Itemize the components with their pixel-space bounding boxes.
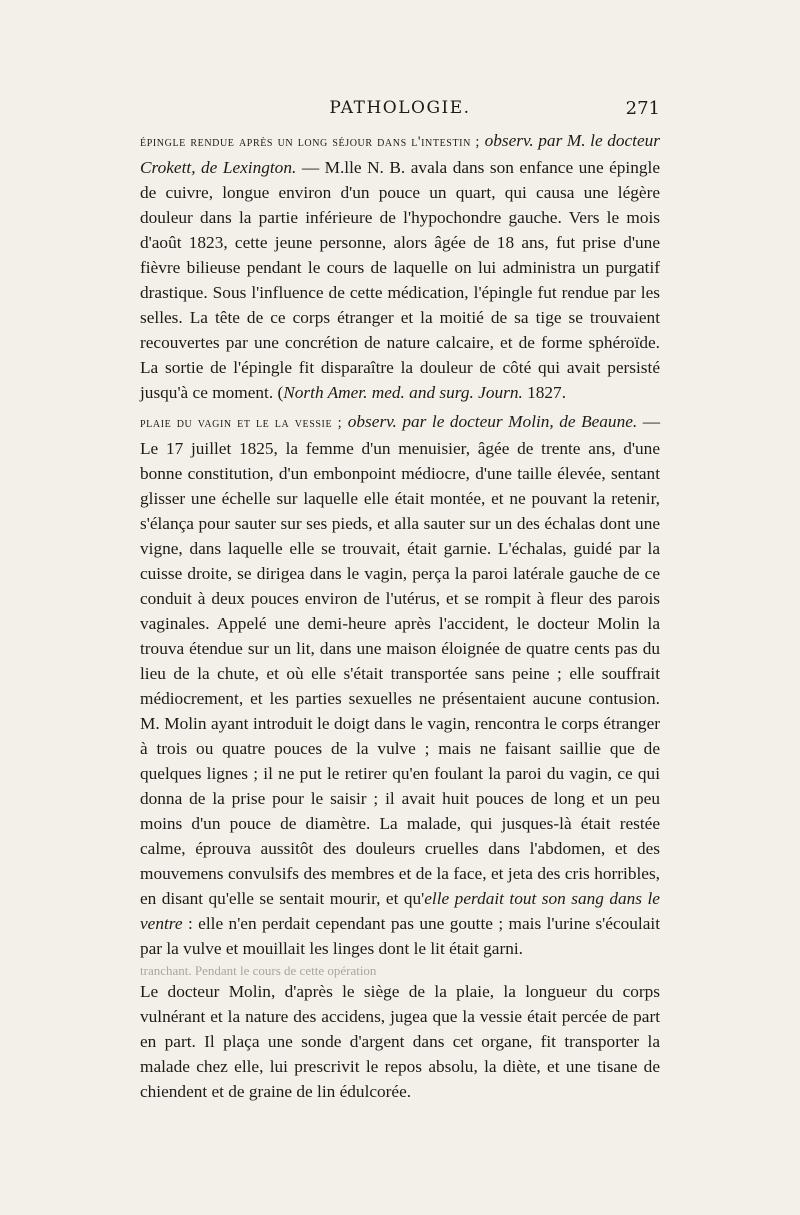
article-body: — M.lle N. B. avala dans son enfance une épingle de cuivre, longue environ d'un pouce un quart, qui causa une légère douleur dans la partie inférieure de l'hypochondre gauche. Vers le mois d'août 1823, cette jeune personne, alors âgée de 18 ans, fut prise d'une fièvre bilieuse pendant le cours de laquelle on lui administra un purgatif drastique. Sous l'influence de cette médication, l'épingle fut rendue par les selles. La tête de ce corps étranger et la moitié de sa tige se trouvaient recouvertes par une concrétion de nature calcaire, et de forme sphéroïde. La sortie de l'épingle fit disparaître la douleur de côté qui avait persisté jusqu'à ce moment. (	[140, 158, 660, 402]
patient-quote: elle perdait tout son sang dans le ventre	[140, 889, 660, 933]
article-epingle	[140, 128, 660, 405]
page-text	[140, 128, 660, 1104]
article-observer: observ. par M. le docteur Crokett, de Lexington.	[140, 131, 660, 177]
article-year: 1827.	[527, 383, 567, 402]
page-number: 271	[625, 98, 660, 119]
article-body-continued: : elle n'en perdait cependant pas une goutte ; mais l'urine s'écoulait par la vulve et mouillait les linges dont le lit était garni.	[140, 914, 660, 958]
article-observer: observ. par le docteur Molin, de Beaune.	[347, 412, 638, 431]
article-heading: épingle rendue après un long séjour dans l'intestin ;	[140, 134, 481, 150]
page-header	[140, 98, 660, 122]
article-plaie	[140, 409, 660, 961]
running-title: PATHOLOGIE.	[329, 98, 471, 118]
article-body: — Le 17 juillet 1825, la femme d'un menuisier, âgée de trente ans, d'une bonne constitution, d'un embonpoint médiocre, d'une taille élevée, sentant glisser une échelle sur laquelle elle était montée, et ne pouvant la retenir, s'élança pour sauter sur ses pieds, et alla sauter sur un des échalas dont une vigne, dans laquelle elle se trouvait, était garnie. L'échalas, guidé par la cuisse droite, se dirigea dans le vagin, perça la paroi latérale gauche de ce conduit à deux pouces environ de l'utérus, et se rompit à fleur des parois vaginales. Appelé une demi-heure après l'accident, le docteur Molin la trouva étendue sur un lit, dans une maison éloignée de quatre cents pas du lieu de la chute, et où elle s'était transportée sans peine ; elle souffrait médiocrement, et les parties sexuelles ne présentaient aucune contusion. M. Molin ayant introduit le doigt dans le vagin, rencontra le corps étranger à trois ou quatre pouces de la vulve ; mais ne faisant saillie que de quelques lignes ; il ne put le retirer qu'en foulant la paroi du vagin, ce qui donna de la prise pour le saisir ; il avait huit pouces de long et un peu moins d'un pouce de diamètre. La malade, qui jusques-là était restée calme, éprouva aussitôt des douleurs cruelles dans l'abdomen, et des mouvemens convulsifs des membres et de la face, et jeta des cris horribles, en disant qu'elle se sentait mourir, et qu'	[140, 412, 661, 908]
article-heading: plaie du vagin et le la vessie ;	[140, 415, 343, 431]
article-plaie-continued	[140, 979, 660, 1104]
article-source: North Amer. med. and surg. Journ.	[283, 383, 523, 402]
article-body: Le docteur Molin, d'après le siège de la plaie, la longueur du corps vulnérant et la nature des accidens, jugea que la vessie était percée de part en part. Il plaça une sonde d'argent dans cet organe, fit transporter la malade chez elle, lui prescrivit le repos absolu, la diète, et une tisane de chiendent et de graine de lin édulcorée.	[140, 982, 660, 1101]
show-through-text: tranchant. Pendant le cours de cette opération	[140, 963, 377, 978]
